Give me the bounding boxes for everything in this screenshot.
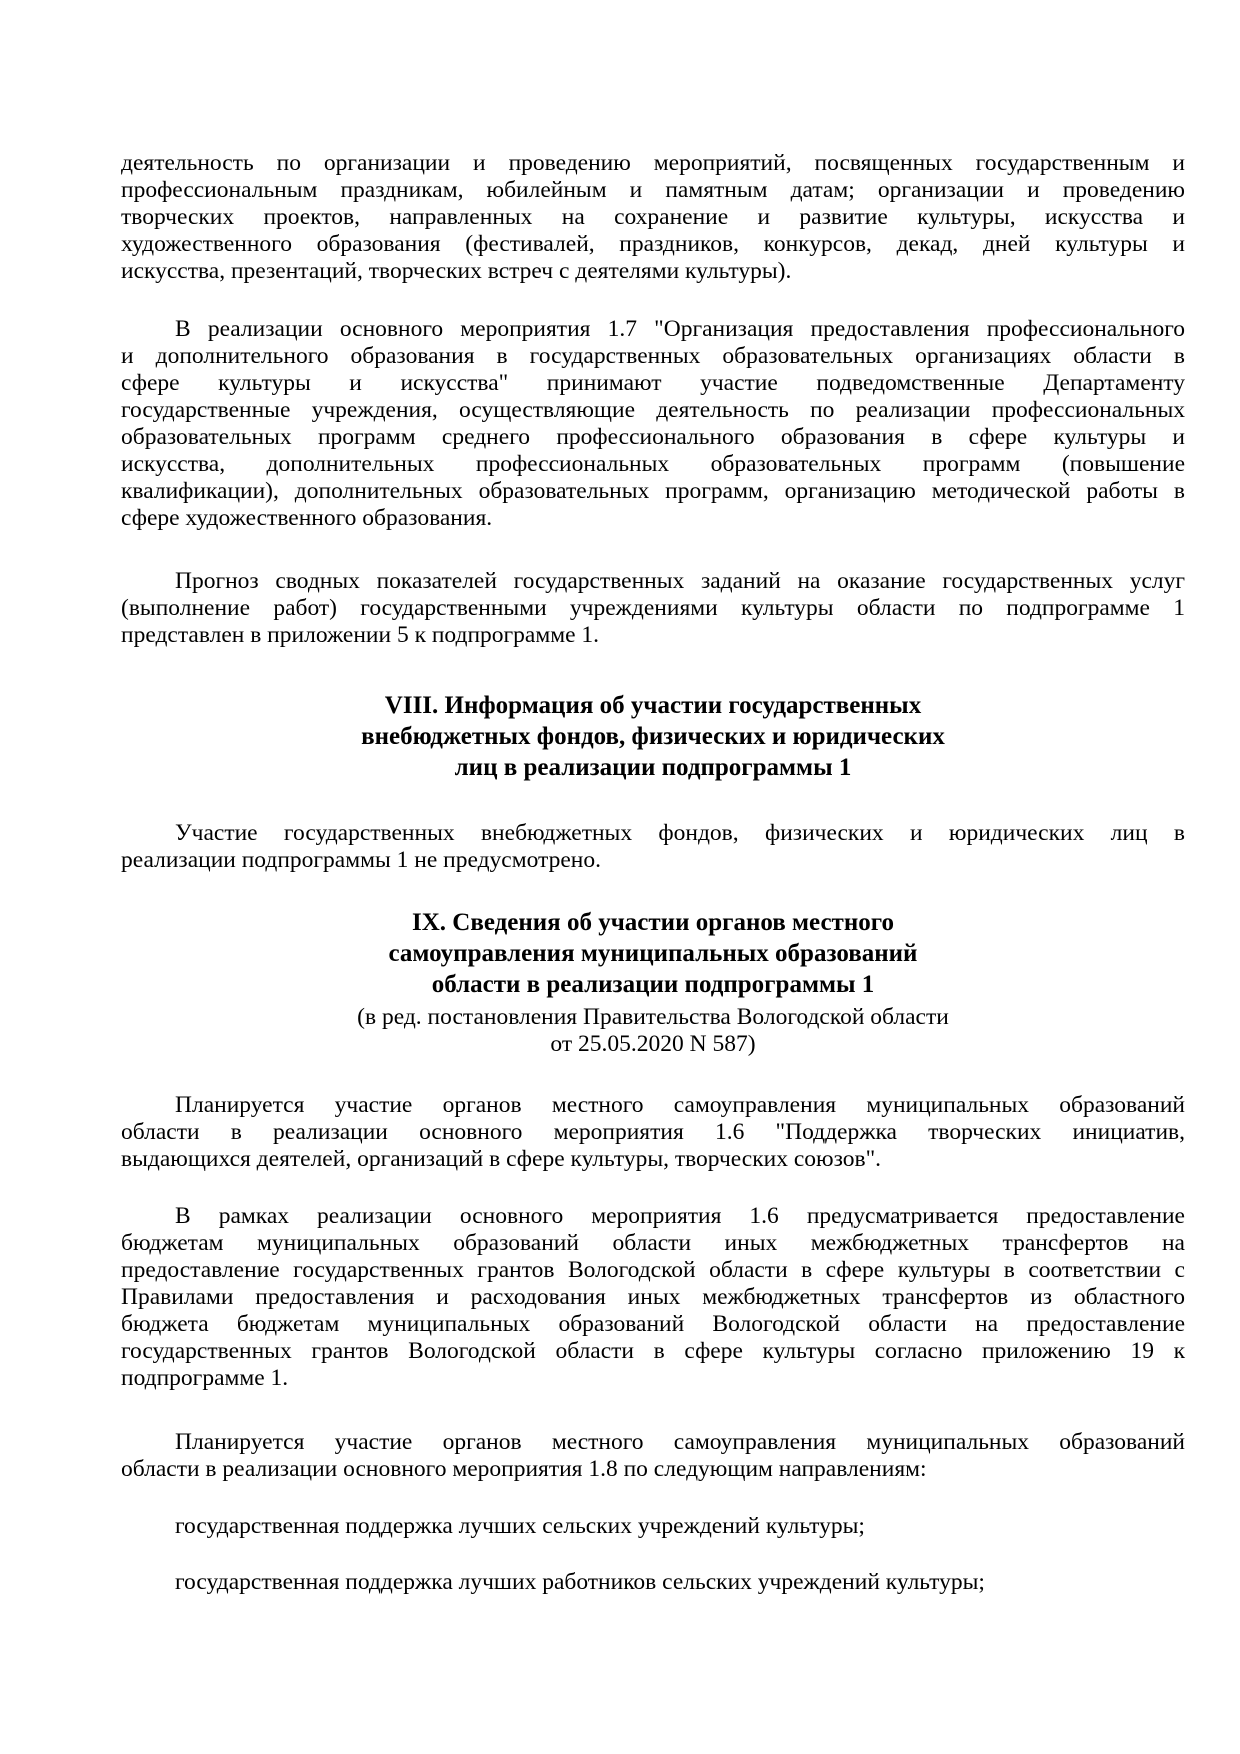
text-line: Планируется участие органов местного самоуправления муниципальных образований (175, 1092, 1185, 1118)
text-line: области в реализации основного мероприятия 1.6 "Поддержка творческих инициатив, (121, 1119, 1185, 1145)
text-line: выдающихся деятелей, организаций в сфере культуры, творческих союзов". (121, 1146, 882, 1172)
text-line: реализации подпрограммы 1 не предусмотрено. (121, 847, 601, 873)
text-line: профессиональным праздникам, юбилейным и памятным датам; организации и проведению (121, 177, 1185, 203)
text-line: государственная поддержка лучших работников сельских учреждений культуры; (175, 1569, 985, 1595)
text-line: (выполнение работ) государственными учреждениями культуры области по подпрограмме 1 (121, 595, 1185, 621)
text-line: художественного образования (фестивалей, праздников, конкурсов, декад, дней культуры и (121, 231, 1185, 257)
paragraph-grants (121, 1203, 1185, 1392)
text-line: искусства, презентаций, творческих встреч с деятелями культуры). (121, 258, 792, 284)
text-line: бюджетам муниципальных образований области иных межбюджетных трансфертов на (121, 1230, 1185, 1256)
section-9-heading (121, 907, 1185, 1000)
text-line: В реализации основного мероприятия 1.7 "Организация предоставления профессионального (175, 316, 1185, 342)
text-line: Правилами предоставления и расходования иных межбюджетных трансфертов из областного (121, 1284, 1185, 1310)
text-line: Планируется участие органов местного самоуправления муниципальных образований (175, 1429, 1185, 1455)
text-line: предоставление государственных грантов Вологодской области в сфере культуры в соответствии с (121, 1257, 1185, 1283)
paragraph-measure-1-8 (121, 1429, 1185, 1483)
text-line: и дополнительного образования в государственных образовательных организациях области в (121, 343, 1185, 369)
text-line: сфере культуры и искусства" принимают участие подведомственные Департаменту (121, 370, 1185, 396)
section-8-heading (121, 690, 1185, 783)
heading-line: внебюджетных фондов, физических и юридических (361, 723, 945, 750)
text-line: творческих проектов, направленных на сохранение и развитие культуры, искусства и (121, 204, 1185, 230)
paragraph-measure-1-7 (121, 316, 1185, 532)
text-line: области в реализации основного мероприятия 1.8 по следующим направлениям: (121, 1456, 927, 1482)
heading-line: IX. Сведения об участии органов местного (412, 909, 894, 936)
text-line: подпрограмме 1. (121, 1365, 289, 1391)
text-line: квалификации), дополнительных образовательных программ, организацию методической работы в (121, 478, 1185, 504)
section-9-amendment-note (121, 1004, 1185, 1058)
list-item-rural-institutions (121, 1513, 1185, 1540)
list-item-rural-workers (121, 1569, 1185, 1596)
paragraph-cultural-events (121, 150, 1185, 285)
text-line: искусства, дополнительных профессиональных образовательных программ (повышение (121, 451, 1185, 477)
text-line: государственных грантов Вологодской области в сфере культуры согласно приложению 19 к (121, 1338, 1185, 1364)
text-line: Участие государственных внебюджетных фондов, физических и юридических лиц в (175, 820, 1185, 846)
text-line: государственные учреждения, осуществляющие деятельность по реализации профессиональных (121, 397, 1185, 423)
heading-line: области в реализации подпрограммы 1 (431, 971, 875, 998)
text-line: представлен в приложении 5 к подпрограмме 1. (121, 622, 600, 648)
paragraph-forecast (121, 568, 1185, 649)
paragraph-funds-participation (121, 820, 1185, 874)
note-line: (в ред. постановления Правительства Вологодской области (357, 1004, 949, 1030)
text-line: образовательных программ среднего профессионального образования в сфере культуры и (121, 424, 1185, 450)
heading-line: лиц в реализации подпрограммы 1 (454, 754, 852, 781)
note-line: от 25.05.2020 N 587) (550, 1031, 756, 1057)
text-line: Прогноз сводных показателей государственных заданий на оказание государственных услуг (175, 568, 1185, 594)
text-line: В рамках реализации основного мероприятия 1.6 предусматривается предоставление (175, 1203, 1185, 1229)
text-line: бюджета бюджетам муниципальных образований Вологодской области на предоставление (121, 1311, 1185, 1337)
text-line: сфере художественного образования. (121, 505, 493, 531)
heading-line: самоуправления муниципальных образований (388, 940, 918, 967)
paragraph-measure-1-6 (121, 1092, 1185, 1173)
text-line: государственная поддержка лучших сельских учреждений культуры; (175, 1513, 865, 1539)
text-line: деятельность по организации и проведению мероприятий, посвященных государственным и (121, 150, 1185, 176)
heading-line: VIII. Информация об участии государственных (384, 692, 922, 719)
